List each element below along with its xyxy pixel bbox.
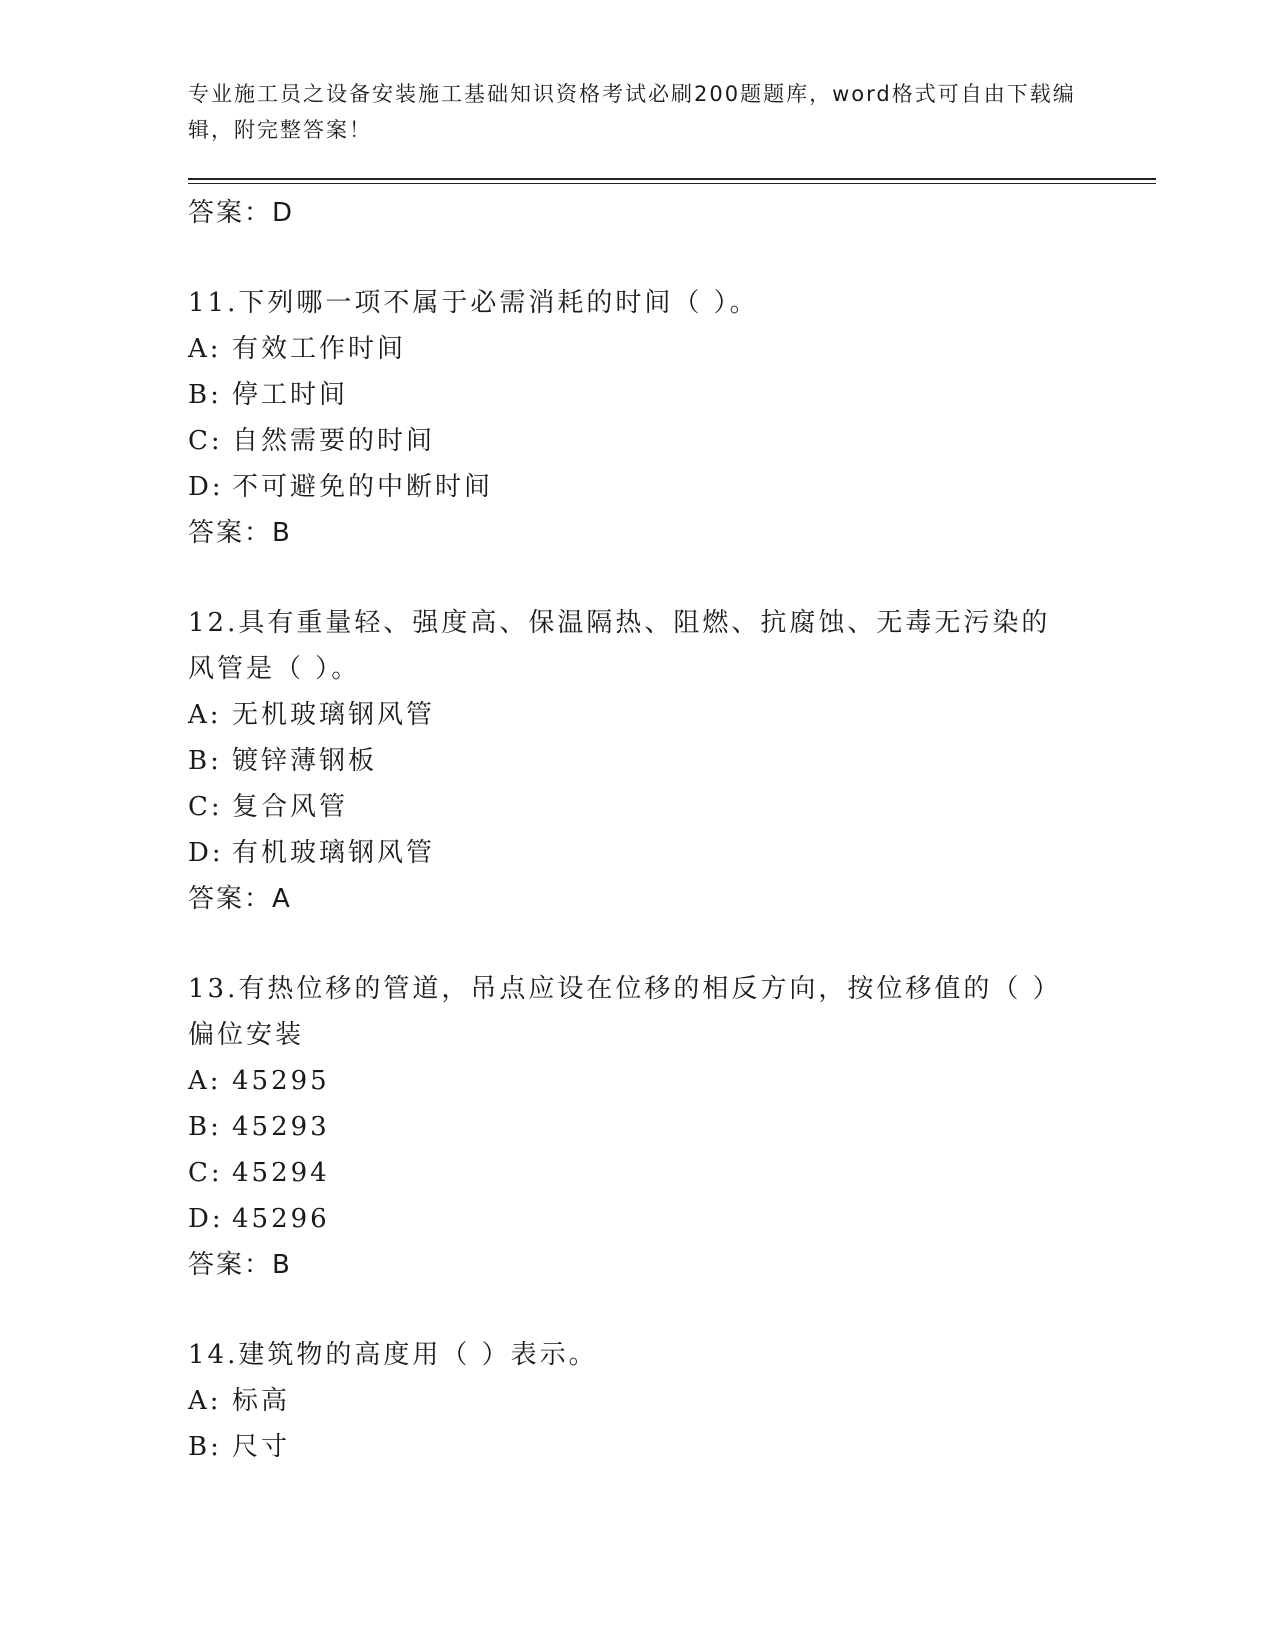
option-letter: D: xyxy=(188,838,224,868)
answer-line: 答案：A xyxy=(188,884,292,914)
option-letter: B: xyxy=(188,1112,222,1142)
question-text: 13.有热位移的管道，吊点应设在位移的相反方向，按位移值的（ ）偏位安装 xyxy=(188,974,1062,1050)
option-text: 无机玻璃钢风管 xyxy=(232,700,436,730)
option-text: 有效工作时间 xyxy=(232,334,407,364)
question-block xyxy=(188,280,1088,556)
option-letter: D: xyxy=(188,472,224,502)
spacer xyxy=(188,922,1088,966)
answer-line: 答案：B xyxy=(188,1250,292,1280)
option-letter: C: xyxy=(188,792,223,822)
option-d xyxy=(188,1196,1088,1242)
option-text: 复合风管 xyxy=(232,792,349,822)
option-b xyxy=(188,372,1088,418)
header-divider-thick xyxy=(188,178,1156,180)
option-a xyxy=(188,692,1088,738)
option-a xyxy=(188,1058,1088,1104)
document-header xyxy=(188,76,1088,148)
option-text: 45296 xyxy=(232,1204,330,1234)
answer-line: 答案：B xyxy=(188,518,292,548)
option-letter: B: xyxy=(188,380,222,410)
header-title: 专业施工员之设备安装施工基础知识资格考试必刷200题题库，word格式可自由下载编辑，附完整答案！ xyxy=(188,82,1076,142)
option-a xyxy=(188,326,1088,372)
option-c xyxy=(188,1150,1088,1196)
option-text: 45295 xyxy=(232,1066,330,1096)
question-text: 11.下列哪一项不属于必需消耗的时间（ ）。 xyxy=(188,288,759,318)
option-text: 不可避免的中断时间 xyxy=(232,472,494,502)
spacer xyxy=(188,556,1088,600)
option-letter: B: xyxy=(188,1432,222,1462)
option-letter: C: xyxy=(188,426,223,456)
option-text: 尺寸 xyxy=(232,1432,291,1462)
option-letter: C: xyxy=(188,1158,223,1188)
option-text: 标高 xyxy=(232,1386,291,1416)
option-text: 有机玻璃钢风管 xyxy=(232,838,436,868)
option-letter: B: xyxy=(188,746,222,776)
question-text: 14.建筑物的高度用（ ）表示。 xyxy=(188,1340,598,1370)
option-b xyxy=(188,1424,1088,1470)
spacer xyxy=(188,1288,1088,1332)
answer-line: 答案：D xyxy=(188,198,295,228)
option-b xyxy=(188,1104,1088,1150)
option-letter: D: xyxy=(188,1204,224,1234)
question-block xyxy=(188,600,1088,922)
option-c xyxy=(188,418,1088,464)
option-text: 镀锌薄钢板 xyxy=(232,746,378,776)
option-a xyxy=(188,1378,1088,1424)
option-d xyxy=(188,464,1088,510)
option-text: 停工时间 xyxy=(232,380,349,410)
option-text: 自然需要的时间 xyxy=(232,426,436,456)
question-text: 12.具有重量轻、强度高、保温隔热、阻燃、抗腐蚀、无毒无污染的风管是（ ）。 xyxy=(188,608,1051,684)
option-letter: A: xyxy=(188,700,222,730)
question-block xyxy=(188,1332,1088,1470)
option-letter: A: xyxy=(188,1386,222,1416)
header-divider-thin xyxy=(188,183,1156,184)
option-d xyxy=(188,830,1088,876)
option-letter: A: xyxy=(188,1066,222,1096)
option-c xyxy=(188,784,1088,830)
option-text: 45294 xyxy=(232,1158,330,1188)
option-b xyxy=(188,738,1088,784)
option-text: 45293 xyxy=(232,1112,330,1142)
question-block xyxy=(188,966,1088,1288)
question-list xyxy=(188,190,1088,1470)
option-letter: A: xyxy=(188,334,222,364)
spacer xyxy=(188,236,1088,280)
